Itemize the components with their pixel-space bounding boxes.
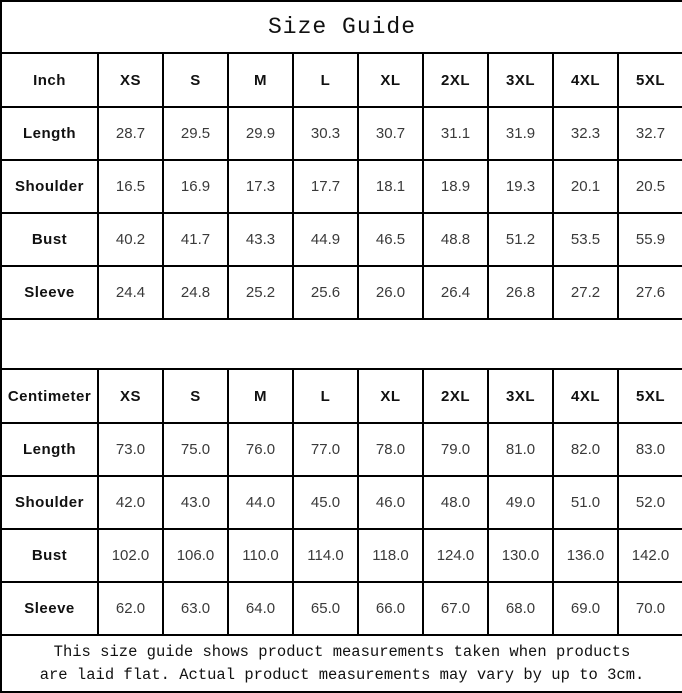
measurement-cell: 29.5 <box>163 107 228 160</box>
measurement-cell: 24.8 <box>163 266 228 319</box>
inch-header-row <box>1 53 682 107</box>
size-column-header-3xl: 3XL <box>488 369 553 423</box>
measurement-cell: 76.0 <box>228 423 293 476</box>
size-column-header-4xl: 4XL <box>553 369 618 423</box>
measurement-cell: 118.0 <box>358 529 423 582</box>
measurement-cell: 49.0 <box>488 476 553 529</box>
size-column-header-m: M <box>228 369 293 423</box>
measurement-cell: 31.1 <box>423 107 488 160</box>
size-column-header-l: L <box>293 369 358 423</box>
measurement-cell: 43.0 <box>163 476 228 529</box>
size-column-header-m: M <box>228 53 293 107</box>
measurement-cell: 19.3 <box>488 160 553 213</box>
measurement-cell: 17.7 <box>293 160 358 213</box>
measurement-cell: 124.0 <box>423 529 488 582</box>
centimeter-shoulder-row <box>1 476 682 529</box>
measurement-cell: 78.0 <box>358 423 423 476</box>
spacer-row <box>1 319 682 369</box>
measurement-cell: 27.2 <box>553 266 618 319</box>
measurement-cell: 65.0 <box>293 582 358 635</box>
measurement-cell: 30.7 <box>358 107 423 160</box>
measurement-cell: 83.0 <box>618 423 682 476</box>
inch-unit-header: Inch <box>1 53 98 107</box>
measurement-cell: 75.0 <box>163 423 228 476</box>
measurement-cell: 18.9 <box>423 160 488 213</box>
measurement-cell: 79.0 <box>423 423 488 476</box>
size-column-header-3xl: 3XL <box>488 53 553 107</box>
measurement-cell: 44.9 <box>293 213 358 266</box>
measurement-cell: 41.7 <box>163 213 228 266</box>
size-column-header-5xl: 5XL <box>618 369 682 423</box>
measurement-cell: 73.0 <box>98 423 163 476</box>
measurement-cell: 63.0 <box>163 582 228 635</box>
title-row <box>1 1 682 53</box>
size-column-header-l: L <box>293 53 358 107</box>
row-label-sleeve: Sleeve <box>1 582 98 635</box>
row-label-length: Length <box>1 423 98 476</box>
measurement-cell: 26.4 <box>423 266 488 319</box>
measurement-cell: 53.5 <box>553 213 618 266</box>
measurement-cell: 51.0 <box>553 476 618 529</box>
measurement-cell: 110.0 <box>228 529 293 582</box>
centimeter-header-row <box>1 369 682 423</box>
measurement-cell: 64.0 <box>228 582 293 635</box>
measurement-cell: 26.8 <box>488 266 553 319</box>
measurement-cell: 17.3 <box>228 160 293 213</box>
measurement-cell: 16.9 <box>163 160 228 213</box>
row-label-length: Length <box>1 107 98 160</box>
spacer-cell <box>1 319 682 369</box>
centimeter-unit-header: Centimeter <box>1 369 98 423</box>
measurement-cell: 46.5 <box>358 213 423 266</box>
measurement-cell: 48.8 <box>423 213 488 266</box>
size-column-header-s: S <box>163 53 228 107</box>
row-label-shoulder: Shoulder <box>1 160 98 213</box>
size-column-header-xs: XS <box>98 369 163 423</box>
footer-row <box>1 635 682 692</box>
size-column-header-s: S <box>163 369 228 423</box>
measurement-cell: 45.0 <box>293 476 358 529</box>
size-column-header-xs: XS <box>98 53 163 107</box>
size-column-header-xl: XL <box>358 53 423 107</box>
inch-length-row <box>1 107 682 160</box>
measurement-cell: 25.6 <box>293 266 358 319</box>
measurement-cell: 70.0 <box>618 582 682 635</box>
size-column-header-5xl: 5XL <box>618 53 682 107</box>
measurement-cell: 67.0 <box>423 582 488 635</box>
measurement-cell: 55.9 <box>618 213 682 266</box>
measurement-cell: 29.9 <box>228 107 293 160</box>
centimeter-bust-row <box>1 529 682 582</box>
row-label-bust: Bust <box>1 529 98 582</box>
measurement-cell: 66.0 <box>358 582 423 635</box>
measurement-cell: 40.2 <box>98 213 163 266</box>
measurement-cell: 48.0 <box>423 476 488 529</box>
measurement-cell: 69.0 <box>553 582 618 635</box>
centimeter-sleeve-row <box>1 582 682 635</box>
footer-note <box>1 635 682 692</box>
measurement-cell: 18.1 <box>358 160 423 213</box>
measurement-cell: 31.9 <box>488 107 553 160</box>
row-label-shoulder: Shoulder <box>1 476 98 529</box>
inch-shoulder-row <box>1 160 682 213</box>
measurement-cell: 68.0 <box>488 582 553 635</box>
size-column-header-2xl: 2XL <box>423 369 488 423</box>
size-column-header-2xl: 2XL <box>423 53 488 107</box>
measurement-cell: 136.0 <box>553 529 618 582</box>
inch-bust-row <box>1 213 682 266</box>
measurement-cell: 42.0 <box>98 476 163 529</box>
size-column-header-xl: XL <box>358 369 423 423</box>
footer-note-line1: This size guide shows product measurements taken when products <box>53 643 631 662</box>
measurement-cell: 32.3 <box>553 107 618 160</box>
centimeter-length-row <box>1 423 682 476</box>
measurement-cell: 32.7 <box>618 107 682 160</box>
footer-note-line2: are laid flat. Actual product measurements may vary by up to 3cm. <box>39 665 645 684</box>
page-title: Size Guide <box>1 1 682 53</box>
measurement-cell: 46.0 <box>358 476 423 529</box>
measurement-cell: 27.6 <box>618 266 682 319</box>
measurement-cell: 51.2 <box>488 213 553 266</box>
measurement-cell: 142.0 <box>618 529 682 582</box>
measurement-cell: 130.0 <box>488 529 553 582</box>
row-label-bust: Bust <box>1 213 98 266</box>
measurement-cell: 16.5 <box>98 160 163 213</box>
measurement-cell: 30.3 <box>293 107 358 160</box>
inch-sleeve-row <box>1 266 682 319</box>
measurement-cell: 28.7 <box>98 107 163 160</box>
measurement-cell: 102.0 <box>98 529 163 582</box>
measurement-cell: 114.0 <box>293 529 358 582</box>
measurement-cell: 25.2 <box>228 266 293 319</box>
measurement-cell: 43.3 <box>228 213 293 266</box>
measurement-cell: 81.0 <box>488 423 553 476</box>
measurement-cell: 26.0 <box>358 266 423 319</box>
measurement-cell: 52.0 <box>618 476 682 529</box>
measurement-cell: 20.5 <box>618 160 682 213</box>
size-column-header-4xl: 4XL <box>553 53 618 107</box>
measurement-cell: 44.0 <box>228 476 293 529</box>
row-label-sleeve: Sleeve <box>1 266 98 319</box>
measurement-cell: 62.0 <box>98 582 163 635</box>
measurement-cell: 77.0 <box>293 423 358 476</box>
measurement-cell: 106.0 <box>163 529 228 582</box>
measurement-cell: 82.0 <box>553 423 618 476</box>
measurement-cell: 24.4 <box>98 266 163 319</box>
measurement-cell: 20.1 <box>553 160 618 213</box>
